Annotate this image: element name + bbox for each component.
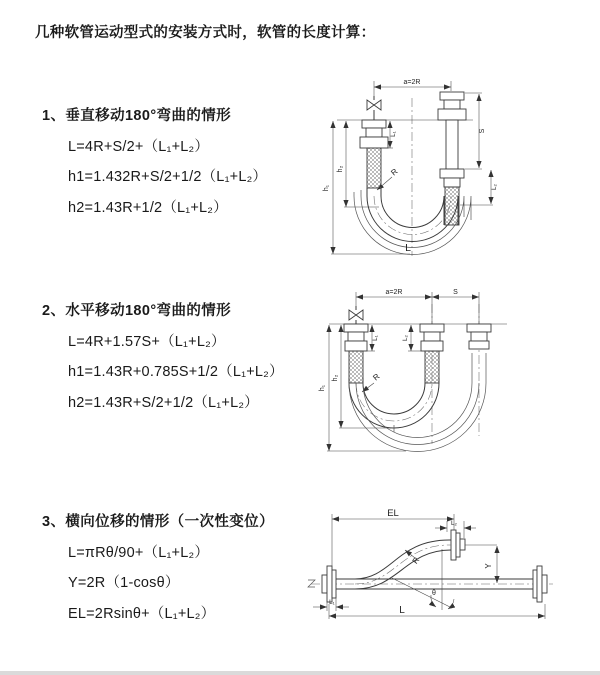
upper-flange (451, 530, 465, 560)
dim-el-label: EL (387, 508, 399, 519)
section-horizontal-movement (42, 299, 284, 412)
dim-s-label: S (479, 128, 486, 134)
page-title: 几种软管运动型式的安装方式时，软管的长度计算： (35, 25, 376, 41)
left-flange (322, 566, 336, 602)
dimension-lines (313, 514, 545, 619)
section-1-heading: 1、垂直移动180°弯曲的情形 (42, 108, 232, 124)
radius-label: R (371, 371, 382, 383)
hose-s-curve (355, 540, 451, 589)
formula-line: h2=1.43R+1/2（L₁+L₂） (68, 199, 228, 216)
diagram-lateral-displacement (297, 504, 593, 639)
length-label: L (405, 242, 411, 254)
centerlines (308, 580, 553, 587)
section-2-heading: 2、水平移动180°弯曲的情形 (42, 303, 232, 319)
formula-line: L=4R+S/2+（L₁+L₂） (68, 138, 210, 155)
formula-line: h1=1.43R+0.785S+1/2（L₁+L₂） (68, 364, 284, 380)
centerline-mark (308, 580, 315, 587)
dim-l-label: L (399, 605, 405, 616)
angle-theta-label: θ (432, 590, 436, 597)
section-3-heading: 3、横向位移的情形（一次性变位） (42, 514, 274, 530)
diagram-vertical-180-bend (311, 74, 591, 259)
section-vertical-movement (42, 104, 267, 217)
dim-l2-label: L₂ (402, 335, 409, 341)
dim-y-label: Y (484, 563, 493, 569)
right-fitting (467, 324, 491, 349)
valve-icon (367, 96, 381, 120)
dim-h2-label: h₂ (332, 374, 339, 382)
dim-l2-label: L₂ (491, 184, 498, 190)
dim-h2-label: h₂ (337, 165, 344, 173)
dim-l2-label: L₂ (451, 520, 457, 527)
dim-h1-label: h₁ (323, 184, 330, 192)
dim-l1-label: L₁ (329, 599, 335, 606)
left-pipe-fitting (360, 120, 388, 188)
formula-line: Y=2R（1-cosθ） (68, 575, 180, 591)
radius-label: R (389, 166, 400, 178)
dim-a2r-label: a=2R (385, 289, 403, 296)
dim-a2r-label: a=2R (403, 79, 421, 86)
hose-u-bend-position1 (349, 378, 439, 428)
dim-s-label: S (453, 289, 458, 296)
formula-line: h1=1.432R+S/2+1/2（L₁+L₂） (68, 169, 268, 185)
section-lateral-displacement (42, 510, 274, 623)
left-fitting (344, 324, 368, 383)
formula-line: L=4R+1.57S+（L₁+L₂） (68, 333, 226, 350)
right-flange (533, 566, 547, 602)
dimension-labels (329, 508, 493, 616)
diagram-horizontal-180-bend (311, 286, 591, 461)
page-bottom-edge (0, 671, 600, 675)
valve-icon (349, 306, 363, 324)
formula-line: L=πRθ/90+（L₁+L₂） (68, 544, 210, 561)
dim-l1-label: L₁ (372, 335, 379, 341)
formula-line: EL=2Rsinθ+（L₁+L₂） (68, 605, 216, 622)
dim-h1-label: h₁ (319, 384, 326, 392)
radius-label: R (410, 555, 422, 566)
middle-fitting (420, 324, 444, 383)
dim-l1-label: L₁ (390, 131, 397, 137)
formula-line: h2=1.43R+S/2+1/2（L₁+L₂） (68, 394, 259, 411)
